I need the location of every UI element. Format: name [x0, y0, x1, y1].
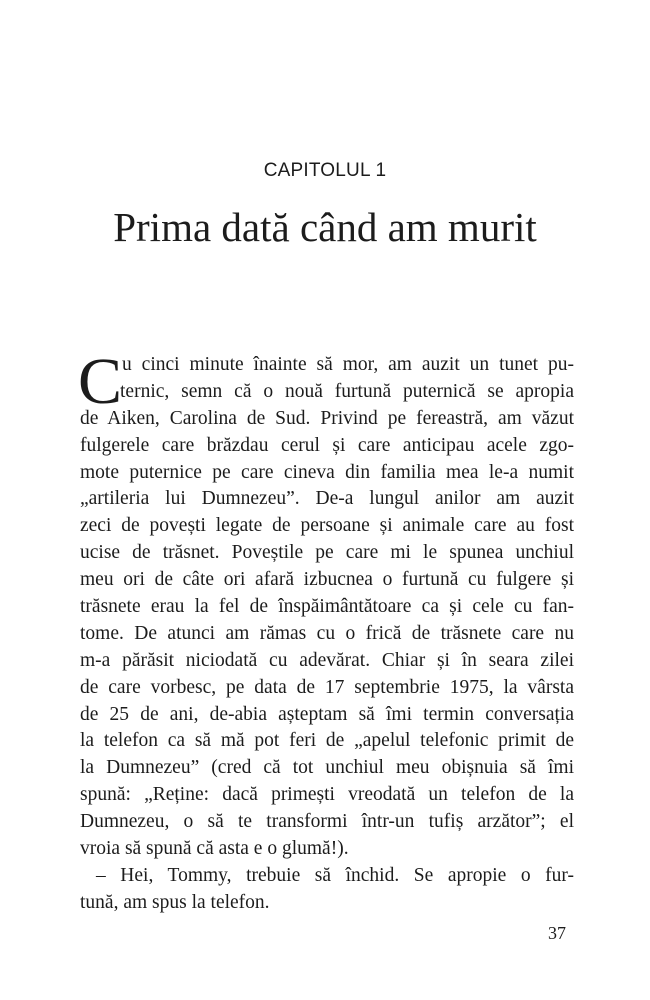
text-line: ucise de trăsnet. Poveștile pe care mi le spunea unchiul: [80, 542, 574, 564]
text-line: de Aiken, Carolina de Sud. Privind pe fereastră, am văzut: [80, 407, 574, 429]
text-line: la Dumnezeu” (cred că tot unchiul meu obișnuia să îmi: [80, 757, 574, 779]
text-line: la telefon ca să mă pot feri de „apelul telefonic primit de: [80, 730, 574, 752]
text-line: m-a părăsit niciodată cu adevărat. Chiar și în seara zilei: [80, 649, 574, 671]
text-line: meu ori de câte ori afară izbucnea o furtună cu fulgere și: [80, 569, 574, 591]
chapter-label: CAPITOLUL 1: [263, 160, 387, 181]
chapter-title: Prima dată când am murit: [113, 204, 537, 250]
text-line: de care vorbesc, pe data de 17 septembrie 1975, la vârsta: [80, 676, 574, 698]
text-line: Dumnezeu, o să te transformi într-un tufiș arzător”; el: [80, 811, 574, 833]
text-line: tome. De atunci am rămas cu o frică de trăsnete care nu: [80, 622, 574, 644]
text-line: ternic, semn că o nouă furtună puternică se apropia: [120, 380, 574, 402]
text-line: de 25 de ani, de-abia așteptam să îmi termin conversația: [80, 703, 574, 725]
text-line: zeci de povești legate de persoane și animale care au fost: [80, 515, 574, 537]
text-line: tună, am spus la telefon.: [80, 891, 270, 913]
text-line: – Hei, Tommy, trebuie să închid. Se apropie o fur-: [96, 864, 574, 886]
body-text: [78, 345, 574, 917]
text-line: trăsnete erau la fel de înspăimântătoare ca și cele cu fan-: [80, 596, 574, 618]
text-line: u cinci minute înainte să mor, am auzit un tunet pu-: [122, 354, 574, 375]
text-line: vroia să spună că asta e o glumă!).: [80, 838, 349, 860]
text-line: „artileria lui Dumnezeu”. De-a lungul anilor am auzit: [80, 488, 574, 510]
drop-cap: C: [78, 345, 123, 418]
text-line: fulgerele care brăzdau cerul și care anticipau acele zgo-: [80, 434, 574, 456]
text-line: mote puternice pe care cineva din familia mea le-a numit: [80, 461, 574, 483]
text-line: spună: „Reține: dacă primești vreodată un telefon de la: [80, 784, 574, 806]
page-number: 37: [548, 923, 566, 943]
